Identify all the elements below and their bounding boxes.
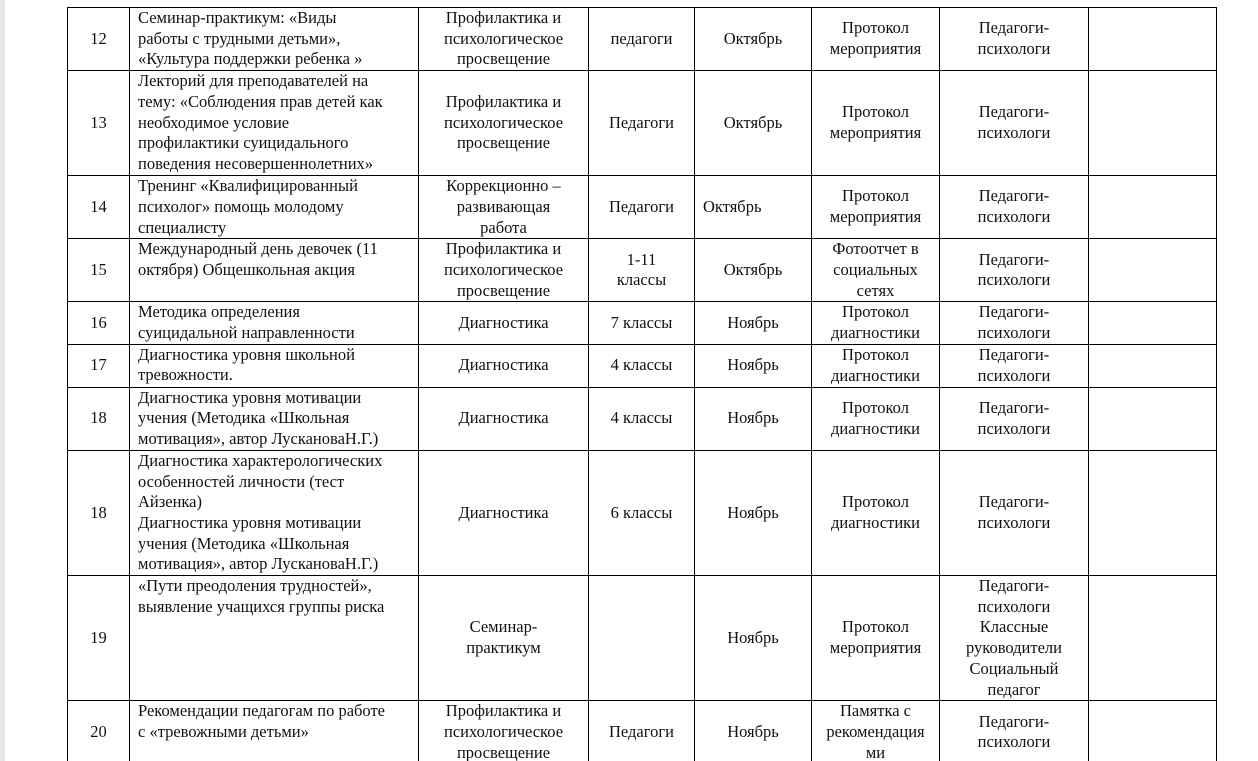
responsible: Педагоги- психологи Классные руководители Социальный педагог — [940, 576, 1089, 701]
note — [1089, 576, 1217, 701]
event-title: Тренинг «Квалифицированный психолог» помощь молодому специалисту — [130, 176, 419, 239]
table-row — [68, 701, 1217, 761]
work-direction: Профилактика и психологическое просвещение — [419, 239, 589, 302]
responsible: Педагоги- психологи — [940, 71, 1089, 176]
month: Октябрь — [695, 176, 812, 239]
month: Октябрь — [695, 239, 812, 302]
target-audience: Педагоги — [589, 71, 695, 176]
target-audience: 1-11 классы — [589, 239, 695, 302]
report-form: Протокол диагностики — [812, 450, 940, 575]
month: Ноябрь — [695, 344, 812, 387]
target-audience: Педагоги — [589, 701, 695, 761]
event-title: Лекторий для преподавателей на тему: «Соблюдения прав детей как необходимое условие профилактики суицидального поведения несовершеннолетних» — [130, 71, 419, 176]
note — [1089, 302, 1217, 344]
table-row — [68, 8, 1217, 71]
work-direction: Диагностика — [419, 387, 589, 450]
month: Ноябрь — [695, 450, 812, 575]
target-audience: 4 классы — [589, 344, 695, 387]
work-direction: Коррекционно – развивающая работа — [419, 176, 589, 239]
table-row — [68, 302, 1217, 344]
row-number: 20 — [68, 701, 130, 761]
event-title: Диагностика уровня школьной тревожности. — [130, 344, 419, 387]
table-row — [68, 176, 1217, 239]
note — [1089, 450, 1217, 575]
row-number: 16 — [68, 302, 130, 344]
target-audience: 4 классы — [589, 387, 695, 450]
responsible: Педагоги- психологи — [940, 176, 1089, 239]
report-form: Фотоотчет в социальных сетях — [812, 239, 940, 302]
report-form: Протокол мероприятия — [812, 8, 940, 71]
report-form: Памятка с рекомендация ми — [812, 701, 940, 761]
work-direction: Диагностика — [419, 302, 589, 344]
row-number: 18 — [68, 387, 130, 450]
row-number: 12 — [68, 8, 130, 71]
target-audience: Педагоги — [589, 176, 695, 239]
table-row — [68, 239, 1217, 302]
note — [1089, 344, 1217, 387]
work-direction: Профилактика и психологическое просвещение — [419, 71, 589, 176]
month: Ноябрь — [695, 701, 812, 761]
table-row — [68, 576, 1217, 701]
target-audience: педагоги — [589, 8, 695, 71]
work-direction: Профилактика и психологическое просвещение — [419, 701, 589, 761]
responsible: Педагоги- психологи — [940, 701, 1089, 761]
note — [1089, 387, 1217, 450]
row-number: 14 — [68, 176, 130, 239]
event-title: Международный день девочек (11 октября) Общешкольная акция — [130, 239, 419, 302]
event-title: Семинар-практикум: «Виды работы с трудными детьми», «Культура поддержки ребенка » — [130, 8, 419, 71]
target-audience: 6 классы — [589, 450, 695, 575]
note — [1089, 239, 1217, 302]
event-title: Диагностика уровня мотивации учения (Методика «Школьная мотивация», автор ЛускановаН.Г.) — [130, 387, 419, 450]
month: Ноябрь — [695, 576, 812, 701]
report-form: Протокол мероприятия — [812, 576, 940, 701]
table-row — [68, 450, 1217, 575]
work-direction: Профилактика и психологическое просвещение — [419, 8, 589, 71]
report-form: Протокол диагностики — [812, 302, 940, 344]
row-number: 13 — [68, 71, 130, 176]
target-audience: 7 классы — [589, 302, 695, 344]
event-title: Методика определения суицидальной направленности — [130, 302, 419, 344]
event-title: Диагностика характерологических особенностей личности (тест Айзенка) Диагностика уровня мотивации учения (Методика «Школьная мотивация», автор ЛускановаН.Г.) — [130, 450, 419, 575]
row-number: 15 — [68, 239, 130, 302]
responsible: Педагоги- психологи — [940, 344, 1089, 387]
responsible: Педагоги- психологи — [940, 302, 1089, 344]
event-title: «Пути преодоления трудностей», выявление учащихся группы риска — [130, 576, 419, 701]
report-form: Протокол мероприятия — [812, 71, 940, 176]
work-direction: Диагностика — [419, 344, 589, 387]
note — [1089, 71, 1217, 176]
target-audience — [589, 576, 695, 701]
responsible: Педагоги- психологи — [940, 239, 1089, 302]
month: Ноябрь — [695, 387, 812, 450]
table-row — [68, 71, 1217, 176]
report-form: Протокол мероприятия — [812, 176, 940, 239]
work-direction: Диагностика — [419, 450, 589, 575]
report-form: Протокол диагностики — [812, 344, 940, 387]
note — [1089, 701, 1217, 761]
window-edge-strip — [0, 0, 5, 761]
responsible: Педагоги- психологи — [940, 387, 1089, 450]
table-row — [68, 344, 1217, 387]
report-form: Протокол диагностики — [812, 387, 940, 450]
row-number: 17 — [68, 344, 130, 387]
responsible: Педагоги- психологи — [940, 450, 1089, 575]
note — [1089, 8, 1217, 71]
table-row — [68, 387, 1217, 450]
month: Октябрь — [695, 71, 812, 176]
work-plan-table — [67, 7, 1217, 761]
month: Ноябрь — [695, 302, 812, 344]
responsible: Педагоги- психологи — [940, 8, 1089, 71]
row-number: 18 — [68, 450, 130, 575]
event-title: Рекомендации педагогам по работе с «тревожными детьми» — [130, 701, 419, 761]
note — [1089, 176, 1217, 239]
row-number: 19 — [68, 576, 130, 701]
work-direction: Семинар- практикум — [419, 576, 589, 701]
month: Октябрь — [695, 8, 812, 71]
